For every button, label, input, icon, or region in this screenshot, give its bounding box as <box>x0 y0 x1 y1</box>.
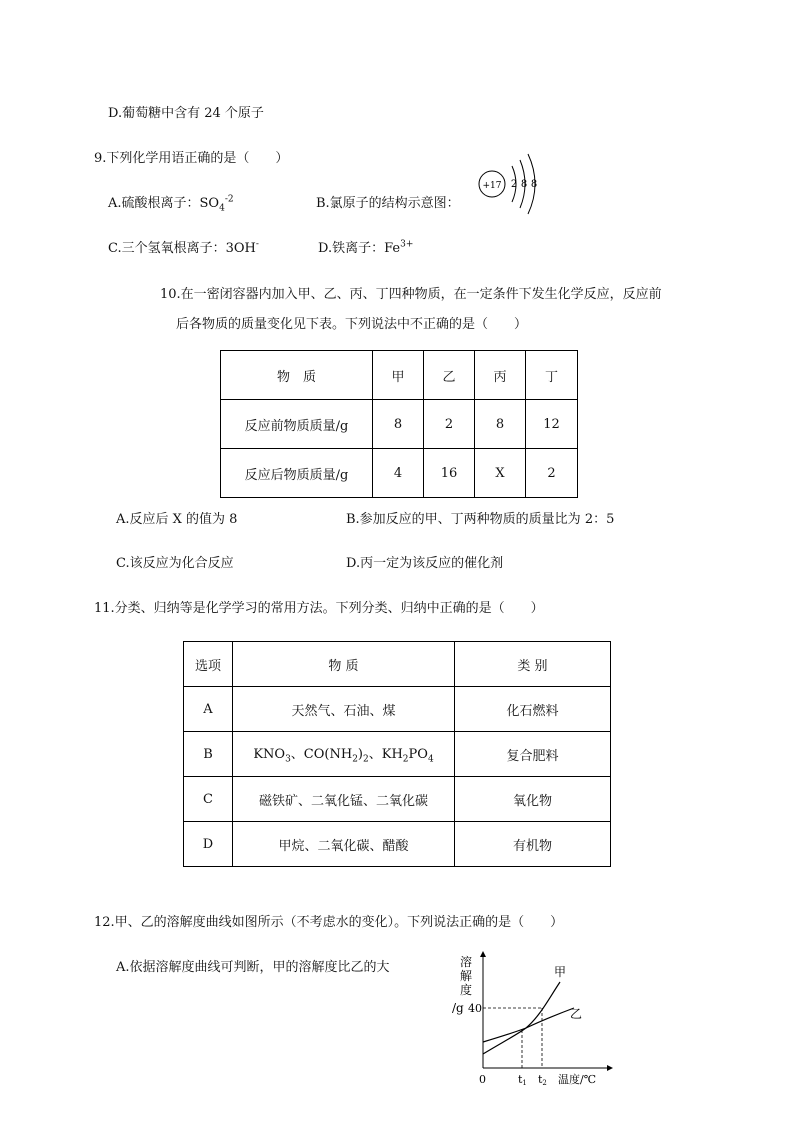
header-cell: 甲 <box>373 351 424 400</box>
table-row <box>184 732 611 777</box>
q10-option-a: A.反应后 X 的值为 8 <box>116 512 238 527</box>
q10-option-d: D.丙一定为该反应的催化剂 <box>346 556 504 571</box>
y-axis-label-char: 溶 <box>460 955 473 969</box>
table-cell: B <box>184 732 233 777</box>
table-cell: 8 <box>475 400 526 449</box>
table-cell: A <box>184 687 233 732</box>
table-cell: 2 <box>424 400 475 449</box>
shell-1-count: 2 <box>510 179 518 190</box>
q9-option-c: C.三个氢氧根离子：3OH- <box>108 239 259 256</box>
table-cell: 12 <box>526 400 578 449</box>
table-row <box>184 777 611 822</box>
q10-stem-line2: 后各物质的质量变化见下表。下列说法中不正确的是（ ） <box>176 317 528 332</box>
table-header-row <box>184 642 611 687</box>
label-yi: 乙 <box>570 1007 583 1021</box>
table-row <box>184 687 611 732</box>
label-jia: 甲 <box>554 965 567 979</box>
solubility-curve-chart <box>448 950 618 1090</box>
table-row <box>221 449 578 498</box>
header-cell: 丙 <box>475 351 526 400</box>
q9-option-a: A.硫酸根离子：$SO_4^{-2}$ <box>108 194 234 214</box>
header-cell: 物 质 <box>221 351 373 400</box>
table-row <box>221 400 578 449</box>
header-cell: 乙 <box>424 351 475 400</box>
table-cell: 2 <box>526 449 578 498</box>
table-cell: 氧化物 <box>455 777 611 822</box>
table-cell: 复合肥料 <box>455 732 611 777</box>
table-cell: C <box>184 777 233 822</box>
y-axis-label-char: 度 <box>460 983 473 997</box>
y-axis-unit: /g <box>452 1001 464 1015</box>
shell-3-count: 8 <box>530 179 538 190</box>
nucleus-charge: +17 <box>482 181 502 191</box>
table-cell: 反应前物质质量/g <box>221 400 373 449</box>
table-cell: 天然气、石油、煤 <box>233 687 455 732</box>
q9-option-b: B.氯原子的结构示意图： <box>316 196 460 211</box>
table-cell: $KNO_3$、$CO(NH_2)_2$、$KH_2PO_4$ <box>233 732 455 777</box>
table-cell: 8 <box>373 400 424 449</box>
q10-stem-line1: 10.在一密闭容器内加入甲、乙、丙、丁四种物质，在一定条件下发生化学反应，反应前 <box>160 287 662 302</box>
q10-mass-table <box>220 350 578 498</box>
q12-option-a: A.依据溶解度曲线可判断，甲的溶解度比乙的大 <box>116 960 390 975</box>
table-cell: 反应后物质质量/g <box>221 449 373 498</box>
t1-label: t1 <box>518 1073 527 1087</box>
q9-option-d: D.铁离子：$Fe^{3+}$ <box>318 239 414 256</box>
q11-classification-table <box>183 641 611 867</box>
table-cell: 4 <box>373 449 424 498</box>
header-cell: 选项 <box>184 642 233 687</box>
table-row <box>184 822 611 867</box>
q12-stem: 12.甲、乙的溶解度曲线如图所示（不考虑水的变化）。下列说法正确的是（ ） <box>94 915 564 930</box>
shell-2-count: 8 <box>520 179 528 190</box>
table-cell: 甲烷、二氧化碳、醋酸 <box>233 822 455 867</box>
q11-stem: 11.分类、归纳等是化学学习的常用方法。下列分类、归纳中正确的是（ ） <box>94 601 544 616</box>
y-axis-label-char: 解 <box>460 969 473 983</box>
table-cell: 16 <box>424 449 475 498</box>
q9-stem: 9.下列化学用语正确的是（ ） <box>94 151 289 166</box>
x-axis-label: 温度/℃ <box>558 1073 597 1086</box>
origin-label: 0 <box>479 1073 486 1086</box>
atom-structure-diagram <box>476 150 546 220</box>
q10-option-b: B.参加反应的甲、丁两种物质的质量比为 2：5 <box>346 512 615 527</box>
q8-option-d: D.葡萄糖中含有 24 个原子 <box>108 106 264 121</box>
t2-label: t2 <box>538 1073 547 1087</box>
table-cell: 磁铁矿、二氧化锰、二氧化碳 <box>233 777 455 822</box>
table-cell: 化石燃料 <box>455 687 611 732</box>
table-cell: X <box>475 449 526 498</box>
table-header-row <box>221 351 578 400</box>
header-cell: 丁 <box>526 351 578 400</box>
header-cell: 类 别 <box>455 642 611 687</box>
y-tick-label: 40 <box>468 1002 482 1015</box>
table-cell: D <box>184 822 233 867</box>
header-cell: 物 质 <box>233 642 455 687</box>
table-cell: 有机物 <box>455 822 611 867</box>
q10-option-c: C.该反应为化合反应 <box>116 556 234 571</box>
